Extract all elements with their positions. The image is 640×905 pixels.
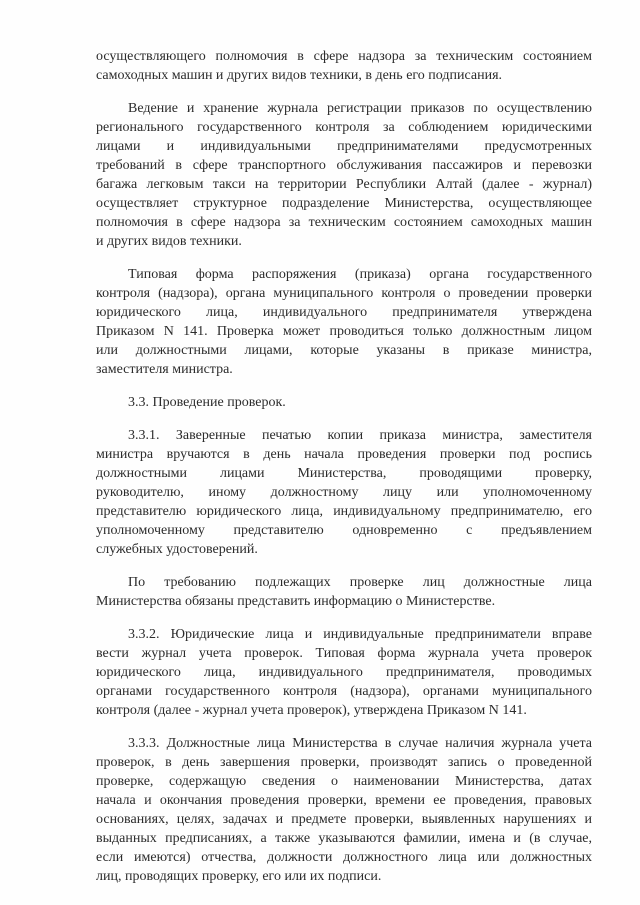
text-line: проверок, в день завершения проверки, производят запись о проведенной bbox=[96, 755, 592, 770]
text-line: заместителя министра. bbox=[96, 362, 233, 377]
text-line: выданных предписаниях, а также указываются фамилии, имена и (в случае, bbox=[96, 831, 592, 846]
text-line: должностными лицами Министерства, проводящими проверку, bbox=[96, 466, 592, 481]
text-line: лицами и индивидуальными предпринимателями предусмотренных bbox=[96, 139, 592, 154]
paragraph-form bbox=[96, 265, 592, 379]
text-line: основаниях, целях, задачах и предмете проверки, выявленных нарушениях и bbox=[96, 812, 592, 827]
paragraph-3-3-3 bbox=[96, 734, 592, 886]
text-line: Приказом N 141. Проверка может проводиться только должностным лицом bbox=[96, 324, 592, 339]
text-line: юридического лица, индивидуального предпринимателя утверждена bbox=[96, 305, 592, 320]
text-line: 3.3.2. Юридические лица и индивидуальные предприниматели вправе bbox=[128, 627, 592, 642]
text-line: самоходных машин и других видов техники, в день его подписания. bbox=[96, 68, 503, 83]
text-line: По требованию подлежащих проверке лиц должностные лица bbox=[128, 575, 592, 590]
text-line: багажа легковым такси на территории Республики Алтай (далее - журнал) bbox=[96, 177, 592, 192]
paragraph-3-3-1 bbox=[96, 426, 592, 559]
text-line: или должностными лицами, которые указаны в приказе министра, bbox=[96, 343, 592, 358]
text-line: руководителю, иному должностному лицу или уполномоченному bbox=[96, 485, 592, 500]
text-line: министра вручаются в день начала проведения проверки под роспись bbox=[96, 447, 592, 462]
text-line: если имеются) отчества, должности должностного лица или должностных bbox=[96, 850, 592, 865]
text-line: Ведение и хранение журнала регистрации приказов по осуществлению bbox=[128, 101, 592, 116]
text-line: лиц, проводящих проверку, его или их подписи. bbox=[96, 869, 382, 884]
text-line: Типовая форма распоряжения (приказа) органа государственного bbox=[128, 267, 592, 282]
text-line: начала и окончания проведения проверки, времени ее проведения, правовых bbox=[96, 793, 592, 808]
text-line: требований в сфере транспортного обслуживания пассажиров и перевозки bbox=[96, 158, 592, 173]
text-line: осуществляет структурное подразделение Министерства, осуществляющее bbox=[96, 196, 592, 211]
text-line: представителю юридического лица, индивидуальному предпринимателю, его bbox=[96, 504, 592, 519]
text-line: контроля (далее - журнал учета проверок), утверждена Приказом N 141. bbox=[96, 703, 527, 718]
document-body bbox=[96, 47, 592, 900]
text-line: юридического лица, индивидуального предпринимателя, проводимых bbox=[96, 665, 592, 680]
paragraph-journal bbox=[96, 99, 592, 251]
text-line: регионального государственного контроля за соблюдением юридическими bbox=[96, 120, 592, 135]
paragraph-continuation bbox=[96, 47, 592, 85]
text-line: проверке, содержащую сведения о наименовании Министерства, датах bbox=[96, 774, 592, 789]
text-line: уполномоченному представителю одновременно с предъявлением bbox=[96, 523, 592, 538]
text-line: осуществляющего полномочия в сфере надзора за техническим состоянием bbox=[96, 49, 592, 64]
text-line: контроля (надзора), органа муниципального контроля о проведении проверки bbox=[96, 286, 592, 301]
text-line: и других видов техники. bbox=[96, 234, 242, 249]
text-line: служебных удостоверений. bbox=[96, 542, 258, 557]
paragraph-3-3 bbox=[96, 393, 592, 412]
text-line: 3.3.3. Должностные лица Министерства в случае наличия журнала учета bbox=[128, 736, 592, 751]
paragraph-3-3-2 bbox=[96, 625, 592, 720]
text-line: 3.3.1. Заверенные печатью копии приказа министра, заместителя bbox=[128, 428, 592, 443]
paragraph-request bbox=[96, 573, 592, 611]
text-line: вести журнал учета проверок. Типовая форма журнала учета проверок bbox=[96, 646, 592, 661]
text-line: 3.3. Проведение проверок. bbox=[128, 395, 286, 410]
text-line: Министерства обязаны представить информацию о Министерстве. bbox=[96, 594, 496, 609]
text-line: полномочия в сфере надзора за техническим состоянием самоходных машин bbox=[96, 215, 592, 230]
text-line: органами государственного контроля (надзора), органами муниципального bbox=[96, 684, 592, 699]
